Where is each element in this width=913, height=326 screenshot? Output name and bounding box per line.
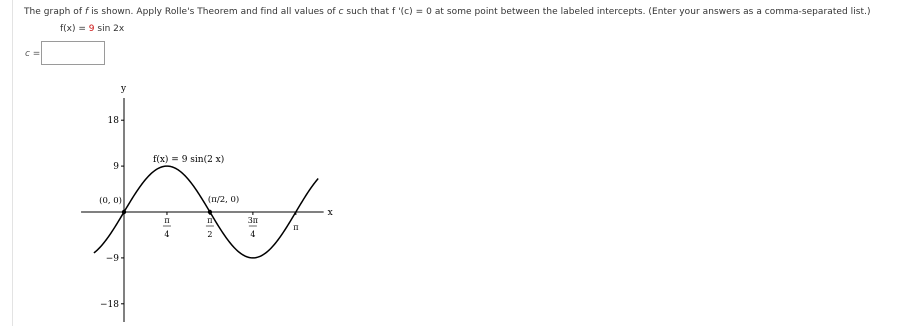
y-axis-label: y <box>121 84 127 94</box>
y-ticks <box>100 116 124 310</box>
x-ticks <box>163 212 299 239</box>
x-tick-denominator: 4 <box>250 230 256 239</box>
intercept-points <box>99 194 239 214</box>
x-tick-label: π <box>293 223 299 232</box>
function-coefficient: 9 <box>88 24 95 34</box>
x-tick-denominator: 2 <box>207 230 213 239</box>
answer-label: c = <box>25 49 41 59</box>
question-f-var: f <box>85 7 89 17</box>
y-tick-label: −9 <box>105 253 119 264</box>
y-tick-label: 9 <box>113 162 119 173</box>
question-prefix: The graph of <box>24 7 85 17</box>
x-tick-denominator: 4 <box>164 230 170 239</box>
y-tick-label: −18 <box>100 299 119 310</box>
intercept-label: (0, 0) <box>99 196 122 206</box>
y-tick-label: 18 <box>107 116 119 127</box>
x-tick-numerator: 3π <box>247 216 259 225</box>
function-lhs: f(x) = <box>60 24 89 34</box>
function-label: f(x) = 9 sin(2 x) <box>153 155 225 165</box>
x-tick-numerator: π <box>207 216 213 225</box>
intercept-point <box>208 210 212 214</box>
intercept-point <box>122 210 126 214</box>
question-suffix: such that f '(c) = 0 at some point between the labeled intercepts. (Enter your answers as a comma-separated list.) <box>343 7 871 17</box>
function-rhs: sin 2x <box>94 24 125 34</box>
x-tick-numerator: π <box>164 216 170 225</box>
question-middle: is shown. Apply Rolle's Theorem and find all values of <box>88 7 339 17</box>
question-c-var: c <box>338 7 344 17</box>
intercept-label: (π/2, 0) <box>207 195 240 205</box>
x-axis-label: x <box>327 208 333 218</box>
